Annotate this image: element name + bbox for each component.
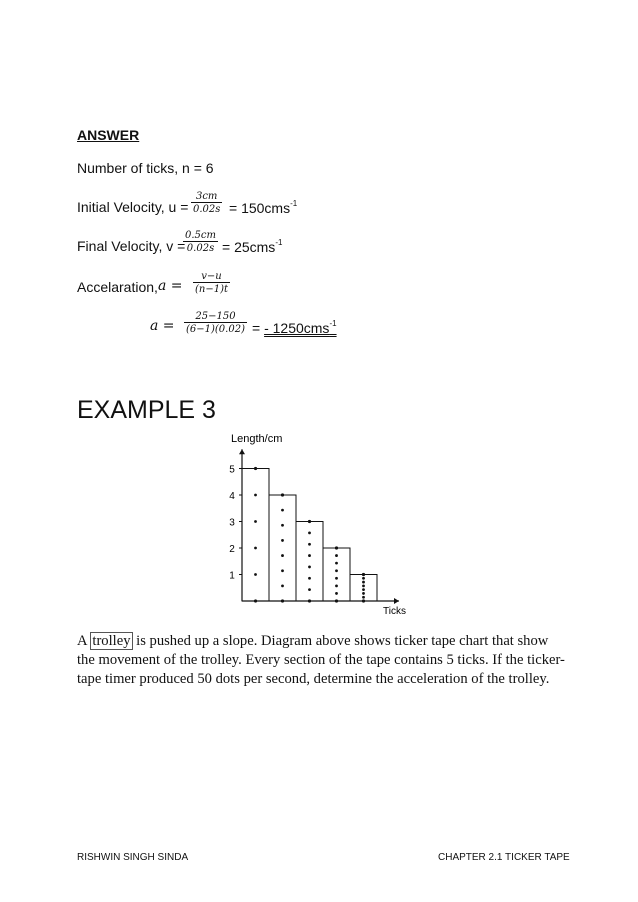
chart-strip-dot xyxy=(308,531,311,534)
chart-strip-dot xyxy=(335,592,338,595)
initial-result-exp: -1 xyxy=(290,199,298,208)
chart-strip-edge-dot xyxy=(362,599,365,602)
acceleration-calc-symbol: a = xyxy=(150,318,175,334)
chart-strip xyxy=(350,573,377,603)
acceleration-calc-eq: = xyxy=(252,320,261,336)
acceleration-calc-result xyxy=(252,319,337,336)
initial-velocity-result xyxy=(229,199,297,216)
acceleration-final-answer xyxy=(264,320,336,336)
footer-chapter: CHAPTER 2.1 TICKER TAPE xyxy=(438,852,570,863)
chart-strip-dot xyxy=(362,581,365,584)
chart-strip-bar xyxy=(242,469,269,602)
chart-xlabel: Ticks xyxy=(383,606,406,617)
chart-strips xyxy=(242,467,377,603)
chart-strip xyxy=(323,546,350,602)
chart-y-tick-label: 4 xyxy=(229,491,235,502)
chart-strip-dot xyxy=(254,520,257,523)
acceleration-calc-numerator: 25−150 xyxy=(195,311,236,322)
chart-strip-dot xyxy=(281,554,284,557)
example-title: EXAMPLE 3 xyxy=(77,396,216,424)
chart-strip-dot xyxy=(281,509,284,512)
chart-strip-dot xyxy=(281,524,284,527)
chart-strip-edge-dot xyxy=(281,599,284,602)
question-text-start: A xyxy=(77,633,91,649)
acceleration-final-text: - 1250cms xyxy=(264,320,330,336)
initial-numerator: 3cm xyxy=(195,191,218,202)
acceleration-label: Accelaration, xyxy=(77,279,158,295)
initial-denominator: 0.02s xyxy=(193,204,221,215)
initial-velocity-label: Initial Velocity, u = xyxy=(77,199,189,215)
chart-axes xyxy=(239,449,399,604)
example-question xyxy=(77,632,567,689)
final-velocity-fraction xyxy=(183,230,218,254)
chart-strip-edge-dot xyxy=(308,599,311,602)
acceleration-symbol: a = xyxy=(158,278,183,294)
chart-strip-dot xyxy=(308,566,311,569)
chart-strip-dot xyxy=(362,588,365,591)
chart-strip-edge-dot xyxy=(254,467,257,470)
acceleration-denominator: (n−1)t xyxy=(195,284,229,295)
chart-x-arrow xyxy=(394,598,399,604)
chart-strip-dot xyxy=(281,584,284,587)
final-denominator: 0.02s xyxy=(183,241,218,254)
chart-strip-dot xyxy=(308,554,311,557)
chart-strip-dot xyxy=(362,584,365,587)
acceleration-fraction xyxy=(193,271,230,295)
chart-strip-edge-dot xyxy=(362,573,365,576)
final-velocity-result xyxy=(222,238,282,255)
ticker-tape-chart xyxy=(220,425,420,620)
final-result-text: = 25cms xyxy=(222,239,276,255)
chart-strip-dot xyxy=(335,569,338,572)
acceleration-final-exp: -1 xyxy=(329,319,337,328)
chart-y-tick-label: 2 xyxy=(229,544,235,555)
acceleration-calc-denominator: (6−1)(0.02) xyxy=(186,324,245,335)
acceleration-numerator: v−u xyxy=(201,271,222,282)
chart-strip-edge-dot xyxy=(254,599,257,602)
chart-ylabel: Length/cm xyxy=(231,433,283,445)
chart-strip-dot xyxy=(308,577,311,580)
ticks-line: Number of ticks, n = 6 xyxy=(77,160,214,176)
chart-strip-edge-dot xyxy=(308,520,311,523)
chart-y-ticks xyxy=(229,465,242,582)
acceleration-calc-fraction xyxy=(184,311,247,335)
chart-strip xyxy=(296,520,323,603)
initial-velocity-fraction xyxy=(191,191,222,215)
chart-strip-dot xyxy=(362,592,365,595)
chart-strip-dot xyxy=(335,577,338,580)
chart-strip-dot xyxy=(335,554,338,557)
chart-y-arrow xyxy=(239,449,245,454)
chart-strip-dot xyxy=(281,569,284,572)
final-result-exp: -1 xyxy=(275,238,283,247)
chart-y-tick-label: 1 xyxy=(229,570,235,582)
chart-strip-edge-dot xyxy=(335,546,338,549)
final-velocity-label: Final Velocity, v = xyxy=(77,238,186,254)
question-boxed-word: trolley xyxy=(92,633,131,649)
chart-strip xyxy=(242,467,269,603)
chart-y-tick-label: 3 xyxy=(229,517,235,529)
chart-strip-dot xyxy=(254,494,257,497)
chart-strip-dot xyxy=(254,573,257,576)
chart-y-tick-label: 5 xyxy=(229,464,235,476)
chart-strip-dot xyxy=(335,584,338,587)
chart-strip-dot xyxy=(335,562,338,565)
chart-strip-dot xyxy=(254,547,257,550)
question-text-end: is pushed up a slope. Diagram above shows ticker tape chart that show the movement of the trolley. Every section of the tape contains 5 ticks. If the ticker-tape timer produced 50 dots per second, determine the acceleration of the trolley. xyxy=(77,633,565,687)
chart-strip-dot xyxy=(308,543,311,546)
initial-result-text: = 150cms xyxy=(229,200,291,216)
chart-strip-dot xyxy=(362,596,365,599)
chart-strip-dot xyxy=(281,539,284,542)
footer-author: RISHWIN SINGH SINDA xyxy=(77,852,189,863)
chart-strip-edge-dot xyxy=(335,599,338,602)
chart-strip-dot xyxy=(308,588,311,591)
chart-strip-dot xyxy=(362,577,365,580)
chart-strip xyxy=(269,493,296,602)
answer-heading: ANSWER xyxy=(77,127,140,143)
final-numerator: 0.5cm xyxy=(185,230,216,241)
chart-strip-edge-dot xyxy=(281,493,284,496)
